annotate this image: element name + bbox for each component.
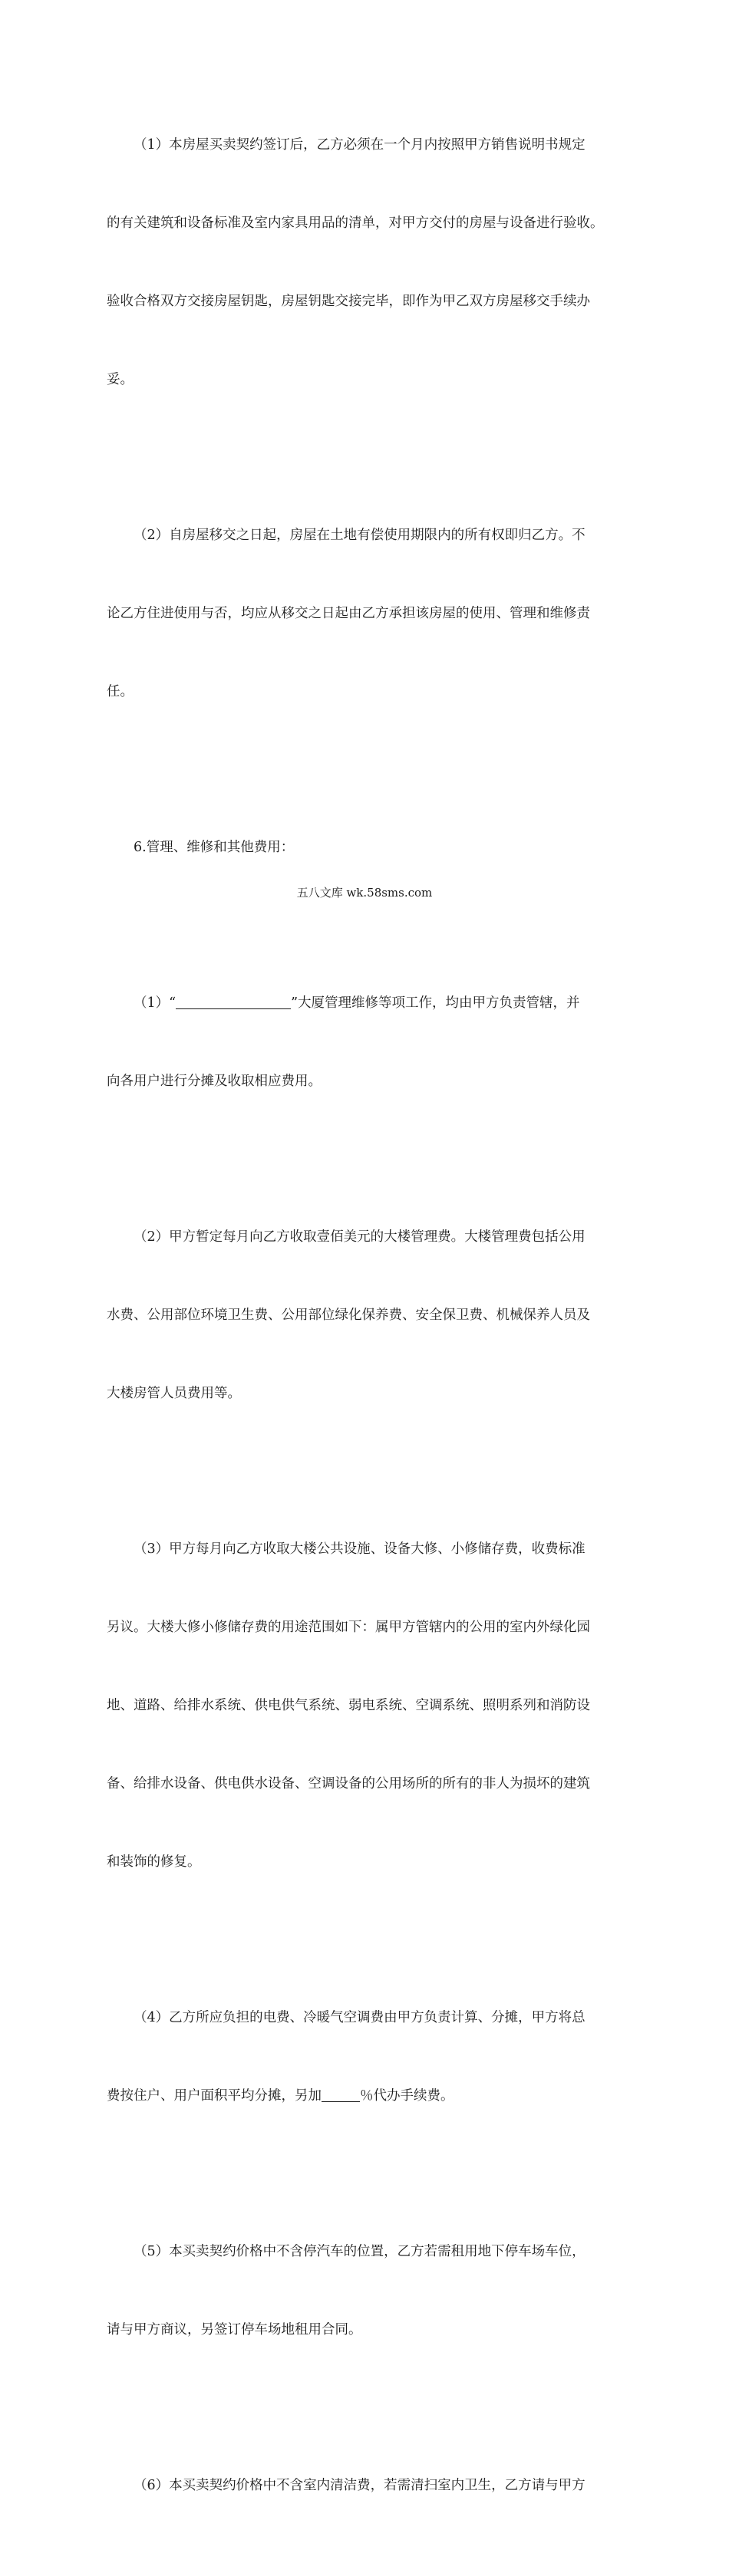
text-fragment: ”大厦管理维修等项工作，均由甲方负责管辖，并 bbox=[291, 995, 580, 1011]
text-line: （6）本买卖契约价格中不含室内清洁费，若需清扫室内卫生，乙方请与甲方 bbox=[134, 2478, 586, 2493]
text-line: 的有关建筑和设备标准及室内家具用品的清单，对甲方交付的房屋与设备进行验收。 bbox=[107, 215, 604, 231]
text-fragment: （1）“ bbox=[134, 995, 176, 1011]
text-line: 地、道路、给排水系统、供电供气系统、弱电系统、空调系统、照明系列和消防设 bbox=[107, 1698, 590, 1713]
text-fragment: ％代办手续费。 bbox=[360, 2088, 454, 2104]
text-line: 备、给排水设备、供电供水设备、空调设备的公用场所的所有的非人为损坏的建筑 bbox=[107, 1776, 590, 1791]
clause-6-4 bbox=[107, 1953, 622, 2161]
clause-6-2 bbox=[107, 1172, 622, 1459]
text-line bbox=[107, 990, 622, 1016]
text-line: 妥。 bbox=[107, 372, 134, 387]
text-line: 验收合格双方交接房屋钥匙，房屋钥匙交接完毕，即作为甲乙双方房屋移交手续办 bbox=[107, 294, 590, 309]
document-page bbox=[107, 80, 622, 2576]
text-line: 水费、公用部位环境卫生费、公用部位绿化保养费、安全保卫费、机械保养人员及 bbox=[107, 1308, 590, 1323]
text-line: （2）自房屋移交之日起，房屋在土地有偿使用期限内的所有权即归乙方。不 bbox=[134, 528, 586, 543]
clause-6-1 bbox=[107, 938, 622, 1147]
fill-in-blank bbox=[176, 993, 291, 1009]
fill-in-blank bbox=[322, 2086, 360, 2102]
text-line: （5）本买卖契约价格中不含停汽车的位置，乙方若需租用地下停车场车位， bbox=[134, 2244, 586, 2259]
page-footer: 五八文库 wk.58sms.com bbox=[296, 886, 433, 900]
text-line: 向各用户进行分摊及收取相应费用。 bbox=[107, 1074, 322, 1089]
text-line: （4）乙方所应负担的电费、冷暖气空调费由甲方负责计算、分摊，甲方将总 bbox=[134, 2010, 586, 2025]
heading-text: 6.管理、维修和其他费用： bbox=[134, 840, 295, 855]
text-line: 和装饰的修复。 bbox=[107, 1854, 201, 1870]
text-line bbox=[107, 2083, 622, 2109]
clause-6-5 bbox=[107, 2186, 622, 2395]
text-line: 另议。大楼大修小修储存费的用途范围如下：属甲方管辖内的公用的室内外绿化园 bbox=[107, 1620, 590, 1635]
text-line: （3）甲方每月向乙方收取大楼公共设施、设备大修、小修储存费，收费标准 bbox=[134, 1541, 586, 1557]
text-line: 大楼房管人员费用等。 bbox=[107, 1386, 241, 1401]
clause-6-3 bbox=[107, 1484, 622, 1927]
text-line: 请与甲方商议，另签订停车场地租用合同。 bbox=[107, 2322, 362, 2337]
text-line: 任。 bbox=[107, 684, 134, 699]
text-line: （1）本房屋买卖契约签订后，乙方必须在一个月内按照甲方销售说明书规定 bbox=[134, 137, 586, 153]
text-line: 论乙方住进使用与否，均应从移交之日起由乙方承担该房屋的使用、管理和维修责 bbox=[107, 606, 590, 621]
text-fragment: 费按住户、用户面积平均分摊，另加 bbox=[107, 2088, 322, 2104]
clause-6-6 bbox=[107, 2420, 622, 2551]
clause-5-1 bbox=[107, 80, 622, 445]
text-line: （2）甲方暂定每月向乙方收取壹佰美元的大楼管理费。大楼管理费包括公用 bbox=[134, 1229, 586, 1245]
clause-5-2 bbox=[107, 470, 622, 757]
